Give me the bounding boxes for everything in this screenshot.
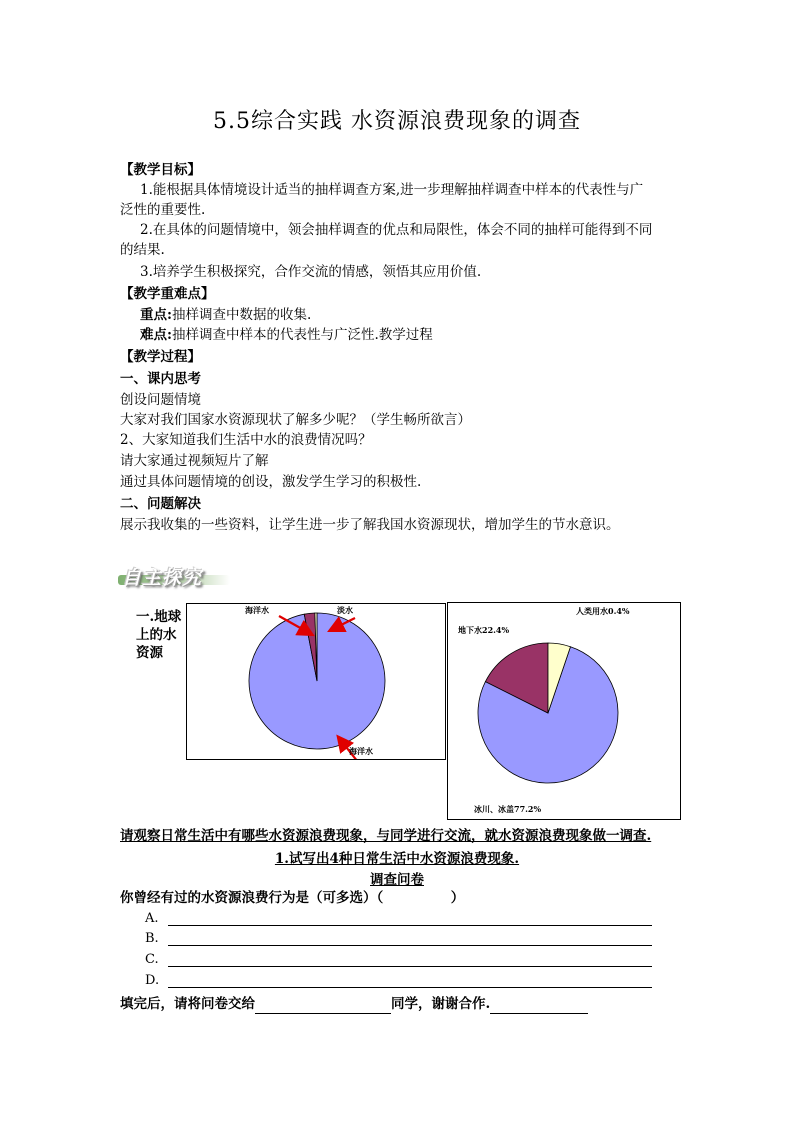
objectives-heading: 【教学目标】 [120,162,201,178]
key-point-text: 抽样调查中数据的收集. [171,307,312,323]
difficult-point-text: 抽样调查中样本的代表性与广泛性.教学过程 [171,327,433,343]
objective-1a: 1.能根据具体情境设计适当的抽样调查方案,进一步理解抽样调查中样本的代表性与广 [140,182,644,198]
chart-2-frame [447,602,681,820]
self-explore-banner: 自主探究 [122,567,203,589]
process-line-6: 展示我收集的一些资料，让学生进一步了解我国水资源现状，增加学生的节水意识。 [120,517,620,533]
option-a-label: A. [145,911,159,926]
option-c-blank[interactable] [168,966,652,967]
process-line-4: 请大家通过视频短片了解 [120,453,269,469]
signature-blank[interactable] [490,999,588,1014]
option-b-label: B. [145,931,159,946]
objective-2b: 的结果. [120,242,165,258]
survey-question: 你曾经有过的水资源浪费行为是（可多选）（ ） [120,890,465,906]
key-point-label: 重点: [140,307,172,323]
objective-1b: 泛性的重要性. [120,202,206,218]
option-d-blank[interactable] [168,987,652,988]
objective-3: 3.培养学生积极探究，合作交流的情感，领悟其应用价值. [140,264,482,280]
chart-1-label-bottom: 海洋水 [349,746,373,756]
earth-water-caption: 一.地球上的水资源 [136,609,182,661]
chart-2-slices [478,643,618,783]
section-1-heading: 一、课内思考 [120,371,201,387]
survey-task: 1.试写出4种日常生活中水资源浪费现象. [274,851,520,867]
survey-heading: 调查问卷 [370,872,424,888]
chart-2-label-ground: 地下水22.4% [458,625,510,635]
chart-1-frame [186,603,446,760]
chart-1-label-top-left: 海洋水 [245,605,269,615]
objective-2a: 2.在具体的问题情境中，领会抽样调查的优点和局限性，体会不同的抽样可能得到不同 [140,222,653,238]
survey-instruction: 请观察日常生活中有哪些水资源浪费现象，与同学进行交流，就水资源浪费现象做一调查. [120,828,652,844]
option-a-blank[interactable] [168,925,652,926]
option-d-label: D. [145,973,160,988]
process-heading: 【教学过程】 [120,349,201,365]
process-line-2: 大家对我们国家水资源现状了解多少呢？（学生畅所欲言） [120,412,471,428]
process-line-1: 创设问题情境 [120,392,201,408]
process-line-3: 2、大家知道我们生活中水的浪费情况吗？ [120,432,372,448]
process-line-5: 通过具体问题情境的创设，激发学生学习的积极性. [120,474,422,490]
survey-footer-b: 同学，谢谢合作. [391,996,491,1012]
difficult-point [140,325,433,345]
survey-footer [120,994,588,1014]
difficult-point-label: 难点: [140,327,172,343]
chart-1-slices [249,613,385,749]
key-point [140,305,311,325]
chart-2-label-glacier: 冰川、冰盖77.2% [474,804,542,814]
survey-footer-a: 填完后，请将问卷交给 [120,996,255,1012]
option-b-blank[interactable] [168,945,652,946]
recipient-blank[interactable] [255,999,391,1014]
chart-1-label-top-right: 淡水 [337,605,353,615]
chart-1-svg [187,604,445,759]
page-title: 5.5综合实践 水资源浪费现象的调查 [213,109,581,134]
keypoints-heading: 【教学重难点】 [120,286,215,302]
option-c-label: C. [145,952,159,967]
chart-2-label-human: 人类用水0.4% [576,606,630,616]
section-2-heading: 二、问题解决 [120,496,201,512]
